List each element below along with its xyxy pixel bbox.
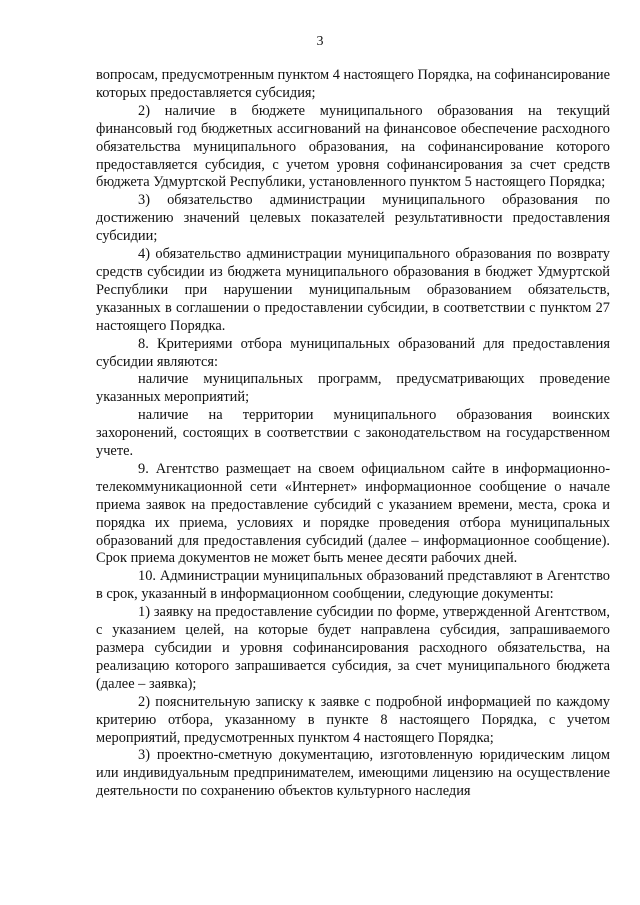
paragraph: 8. Критериями отбора муниципальных образований для предоставления субсидии являются: bbox=[96, 335, 610, 370]
body-text bbox=[96, 67, 610, 801]
paragraph: 3) проектно-сметную документацию, изготовленную юридическим лицом или индивидуальным предпринимателем, имеющими лицензию на осуществление деятельности по сохранению объектов культурного наследия bbox=[96, 747, 610, 800]
page-number: 3 bbox=[316, 34, 324, 49]
paragraph: 3) обязательство администрации муниципального образования по достижению значений целевых показателей результативности предоставления субсидии; bbox=[96, 192, 610, 245]
paragraph: 2) наличие в бюджете муниципального образования на текущий финансовый год бюджетных ассигнований на финансовое обеспечение расходного обязательства муниципального образования, на софинансирование которого предоставляется субсидия, с учетом уровня софинансирования за счет средств бюджета Удмуртской Республики, установленного пунктом 5 настоящего Порядка; bbox=[96, 102, 610, 191]
paragraph: 9. Агентство размещает на своем официальном сайте в информационно-телекоммуникационной сети «Интернет» информационное сообщение о начале приема заявок на предоставление субсидий с указанием времени, места, срока и порядка их приема, условиях и порядке проведения отбора муниципальных образований для предоставления субсидий (далее – информационное сообщение). Срок приема документов не может быть менее десяти рабочих дней. bbox=[96, 460, 610, 567]
paragraph: наличие муниципальных программ, предусматривающих проведение указанных мероприятий; bbox=[96, 371, 610, 406]
paragraph: 10. Администрации муниципальных образований представляют в Агентство в срок, указанный в информационном сообщении, следующие документы: bbox=[96, 568, 610, 603]
paragraph: вопросам, предусмотренным пунктом 4 настоящего Порядка, на софинансирование которых предоставляется субсидия; bbox=[96, 67, 610, 101]
paragraph: 1) заявку на предоставление субсидии по форме, утвержденной Агентством, с указанием целей, на которые будет направлена субсидия, запрашиваемого размера субсидии и уровня софинансирования расходного обязательства, на реализацию которого запрашивается субсидия, за счет муниципального бюджета (далее – заявка); bbox=[96, 604, 610, 692]
paragraph: наличие на территории муниципального образования воинских захоронений, состоящих в соответствии с законодательством на государственном учете. bbox=[96, 407, 610, 460]
paragraph: 4) обязательство администрации муниципального образования по возврату средств субсидии из бюджета муниципального образования в бюджет Удмуртской Республики при нарушении муниципальным образованием обязательств, указанных в соглашении о предоставлении субсидии, в соответствии с пунктом 27 настоящего Порядка. bbox=[96, 246, 610, 334]
paragraph: 2) пояснительную записку к заявке с подробной информацией по каждому критерию отбора, указанному в пункте 8 настоящего Порядка, с учетом мероприятий, предусмотренных пунктом 4 настоящего Порядка; bbox=[96, 693, 610, 746]
